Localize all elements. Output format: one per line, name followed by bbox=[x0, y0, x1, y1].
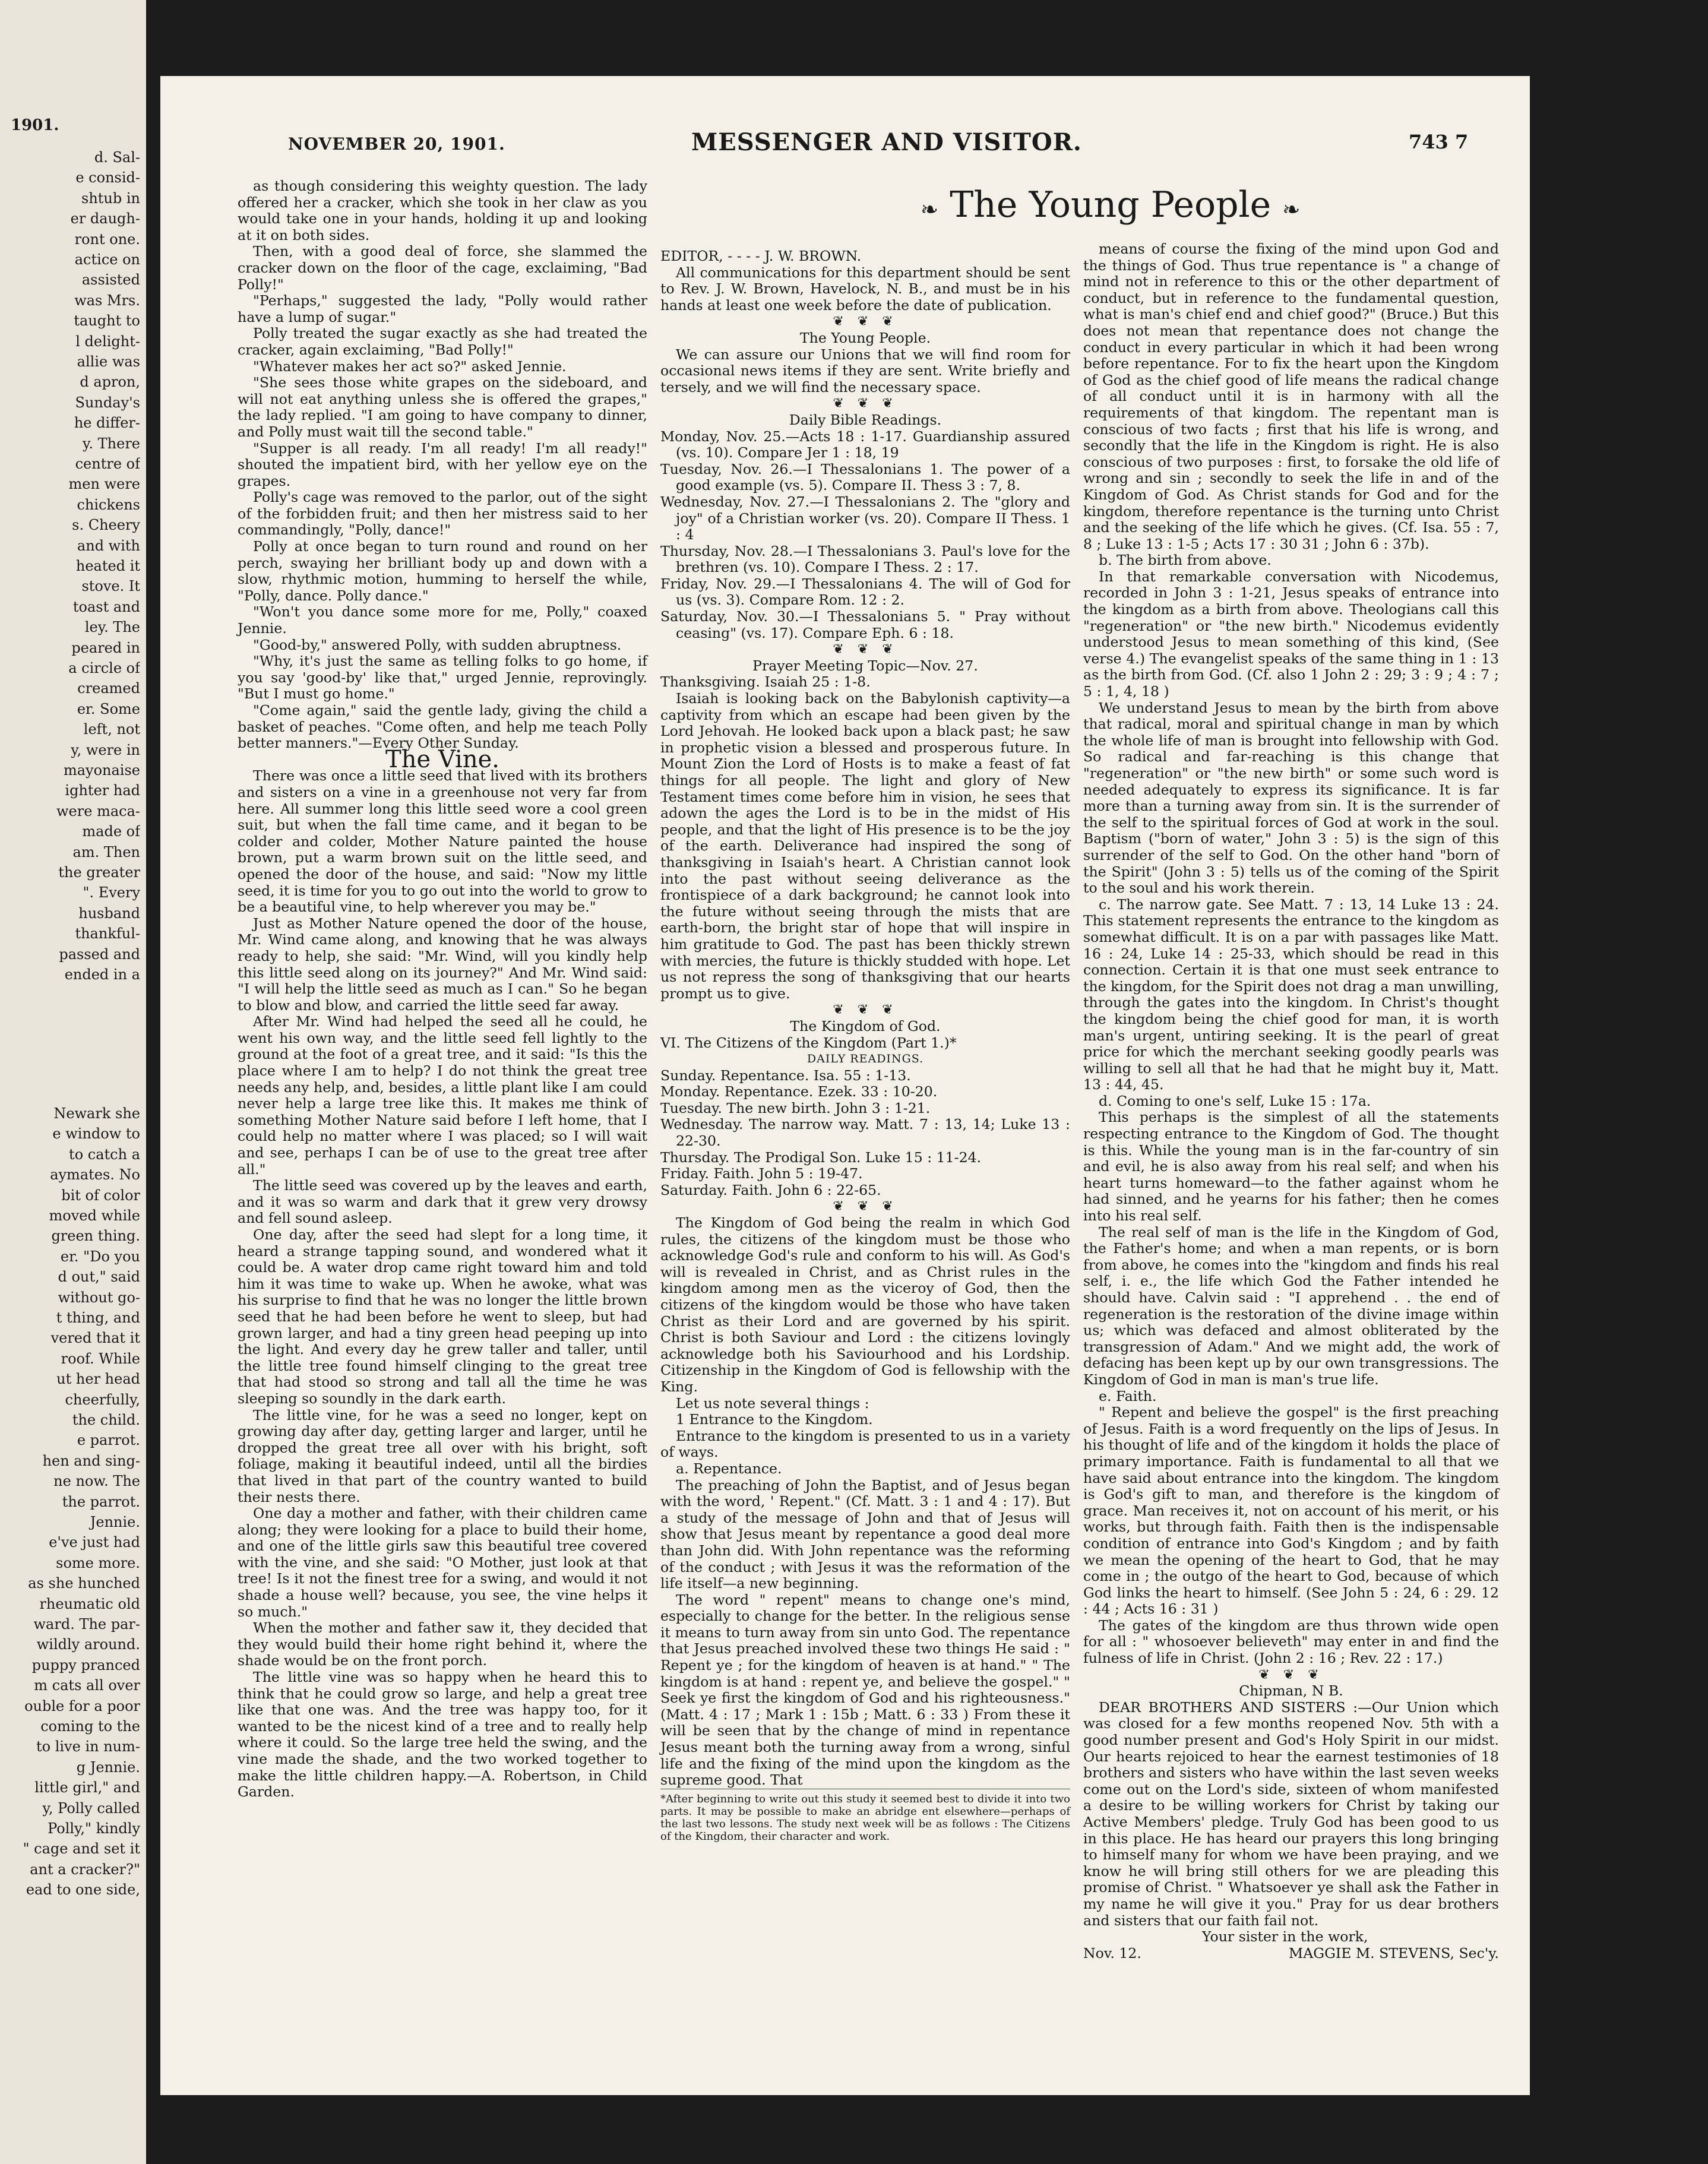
article-paragraph: a. Repentance. bbox=[676, 1460, 782, 1477]
reading-item: Friday, Nov. 29.—I Thessalonians 4. The will of God for us (vs. 3). Compare Rom. 12 : 2. bbox=[660, 575, 1070, 609]
adjacent-page-strip bbox=[0, 0, 146, 2164]
adjacent-page-fragment: toast and bbox=[72, 598, 140, 615]
article-paragraph: e. Faith. bbox=[1099, 1387, 1157, 1404]
adjacent-page-fragment: vered that it bbox=[50, 1330, 140, 1347]
adjacent-page-fragment: d. Sal- bbox=[94, 149, 140, 166]
kingdom-article-continued bbox=[1083, 241, 1499, 1667]
adjacent-page-fragment: puppy pranced bbox=[31, 1656, 140, 1673]
adjacent-page-fragment: thankful- bbox=[75, 925, 140, 942]
vine-title: The Vine. bbox=[385, 745, 499, 773]
adjacent-page-fragment: taught to bbox=[74, 312, 140, 330]
adjacent-page-fragment: er. Some bbox=[77, 700, 140, 717]
adjacent-page-fragment: ward. The par- bbox=[33, 1616, 140, 1633]
adjacent-page-fragment: were maca- bbox=[56, 802, 140, 820]
story-paragraph: Then, with a good deal of force, she slammed the cracker down on the floor of the cage, exclaiming, "Bad Polly!" bbox=[238, 243, 647, 293]
story-paragraph: One day a mother and father, with their children came along; they were looking for a place to build their home, and one of the little girls saw this beautiful tree covered with the vine, and she said: "O Mother, just look at that tree! Is it not the finest tree for a swing, and would it not shade a house well? because, you see, the vine helps it so much." bbox=[238, 1505, 647, 1620]
adjacent-page-fragment: ead to one side, bbox=[26, 1881, 140, 1899]
section-title-text: The Young People bbox=[950, 184, 1271, 226]
adjacent-page-fragment: cheerfully, bbox=[65, 1391, 140, 1408]
adjacent-page-fragment: peared in bbox=[71, 639, 140, 656]
adjacent-page-fragment: heated it bbox=[75, 558, 140, 574]
daily-readings-heading: Daily Bible Readings. bbox=[789, 411, 942, 428]
article-paragraph: The preaching of John the Baptist, and of Jesus began with the word, ' Repent." (Cf. Matt. 3 : 1 and 4 : 17). But a study of the message of John and that of Jesus will show that Jesus meant by repentance a good deal more than John did. With John repentance was the reforming of the conduct ; with Jesus it was the reformation of the life itself—a new beginning. bbox=[660, 1476, 1070, 1592]
adjacent-page-fragment: without go- bbox=[58, 1289, 140, 1306]
article-paragraph: c. The narrow gate. See Matt. 7 : 13, 14 Luke 13 : 24. This statement represents the entrance to the kingdom as somewhat difficult. It is on a par with passages like Matt. 16 : 24, Luke 14 : 25-33, which should be read in this connection. Certain it is that one must seek entrance to the kingdom, for the Spirit does not drag a man unwilling, through the gates into the kingdom. In Christ's thought the kingdom being the chief good for man, it is worth man's urgent, untiring seeking. It is the pearl of great price for which the merchant seeking goodly pearls was willing to sell all that he had that he might buy it, Matt. 13 : 44, 45. bbox=[1083, 896, 1499, 1093]
adjacent-page-fragment: Sunday's bbox=[75, 394, 140, 411]
article-paragraph: We understand Jesus to mean by the birth from above that radical, moral and spiritual change in man by which the whole life of man is brought into fellowship with God. So radical and far-reaching is this change that "regeneration" or "the new birth" or some such word is needed adequately to express its significance. It is far more than a turning away from sin. It is the surrender of the self to the spiritual forces of God at work in the soul. Baptism ("born of water," John 3 : 5) is the sign of this surrender of the self to God. On the other hand "born of the Spirit" (John 3 : 5) tells us of the coming of the Spirit to the soul and his work therein. bbox=[1083, 699, 1499, 897]
adjacent-page-fragment: to catch a bbox=[69, 1146, 140, 1163]
article-paragraph: The real self of man is the life in the Kingdom of God, the Father's home; and when a man repents, or is born from above, he comes into the "kingdom and finds his real self, i. e., the life which God the Father intended he should have. Calvin said : "I apprehend . . the end of regeneration is the restoration of the divine image within us; which was defaced and almost obliterated by the transgression of Adam." And we might add, the work of defacing has been kept up by our own transgressions. The Kingdom of God in man is man's true life. bbox=[1083, 1223, 1500, 1388]
leaf-ornament-icon: ❧ bbox=[1282, 198, 1301, 222]
adjacent-page-fragment: y. There bbox=[83, 435, 140, 452]
reading-item: Thursday. The Prodigal Son. Luke 15 : 11-24. bbox=[660, 1149, 982, 1166]
masthead-title: MESSENGER AND VISITOR. bbox=[691, 128, 1082, 156]
article-paragraph: means of course the fixing of the mind upon God and the things of God. Thus true repentance is " a change of mind not in reference to this or the other department of conduct, but in reference to the fundamental question, what is man's chief end and chief good?" (Bruce.) But this does not mean that repentance does not change the conduct in every particular in which it had been wrong before repentance. For to fix the heart upon the Kingdom of God as the chief good of life means the radical change of all conduct until it is in harmony with all the requirements of that kingdom. The repentant man is conscious of two facts ; first that his life is wrong, and secondly that the life in the Kingdom is right. He is also conscious of two purposes : first, to forsake the old life of wrong and sin ; secondly to seek the life in and of the Kingdom of God. As Christ stands for God and for the kingdom, therefore repentance is the turning unto Christ and the seeking of the life which he gives. (Cf. Isa. 55 : 7, 8 ; Luke 13 : 1-5 ; Acts 17 : 30 31 ; John 6 : 37b). bbox=[1083, 241, 1499, 552]
story-paragraph: The little vine was so happy when he heard this to think that he could grow so large, and help a great tree like that one was. And the tree was happy too, for it wanted to be the nicest kind of a tree and to really help where it could. So the large tree held the swing, and the vine made the shade, and the two worked together to make the little children happy.—A. Robertson, in Child Garden. bbox=[238, 1669, 647, 1801]
article-paragraph: The Kingdom of God being the realm in which God rules, the citizens of the kingdom must be those who acknowledge God's rule and conform to his will. As God's will is revealed in Christ, and as Christ rules in the kingdom among men as the viceroy of God, then the citizens of the kingdom would be those who have taken Christ as their Lord and are governed by his spirit. Christ is both Saviour and Lord : the citizens lovingly acknowledge both his Saviourhood and his Lordship. Citizenship in the Kingdom of God is fellowship with the King. bbox=[660, 1214, 1070, 1395]
adjacent-page-fragment: er daugh- bbox=[70, 210, 140, 227]
reading-item: Saturday. Faith. John 6 : 22-65. bbox=[660, 1181, 881, 1198]
story-paragraph: The little seed was covered up by the leaves and earth, and it was so warm and dark that it grew very drowsy and fell sound asleep. bbox=[238, 1177, 647, 1227]
vine-story bbox=[238, 768, 647, 1800]
editor-line: EDITOR, - - - - J. W. BROWN. bbox=[660, 248, 862, 264]
adjacent-page-fragment: y, Polly called bbox=[42, 1799, 140, 1817]
yp-heading: The Young People. bbox=[799, 329, 931, 346]
story-paragraph: One day, after the seed had slept for a long time, it heard a strange tapping sound, and wondered what it could be. A water drop came right toward him and told him it was time to wake up. When he awoke, what was his surprise to find that he was no longer the little brown seed that he had been before he went to sleep, but had grown larger, and had a tiny green head peeping up into the light. And every day he grew taller and taller, until the little tree found himself clinging to the great tree that had stood so strong and tall all the time he was sleeping so soundly in the dark earth. bbox=[238, 1226, 647, 1407]
story-paragraph: "Won't you dance some more for me, Polly," coaxed Jennie. bbox=[238, 603, 647, 637]
article-paragraph: This perhaps is the simplest of all the statements respecting entrance to the Kingdom of God. The thought is this. While the young man is in the far-country of sin and evil, he is also away from his real self; and when his heart turns homeward—to the father against whom he had sinned, and he yearns for his father; then he comes into his real self. bbox=[1083, 1109, 1499, 1225]
section-ornament: ❦ ❦ ❦ bbox=[833, 1199, 898, 1214]
story-paragraph: Just as Mother Nature opened the door of the house, Mr. Wind came along, and knowing that he was always ready to help, she said: "Mr. Wind, will you kindly help this little seed along on its journey?" And Mr. Wind said: "I will help the little seed as much as I can." So he began to blow and blow, and carried the little seed far away. bbox=[238, 915, 647, 1014]
adjacent-page-fragment: green thing. bbox=[51, 1227, 140, 1245]
adjacent-page-fragment: coming to the bbox=[40, 1718, 140, 1735]
adjacent-page-fragment: the parrot. bbox=[62, 1493, 140, 1510]
adjacent-page-fragment: e've just had bbox=[49, 1534, 140, 1551]
adjacent-page-fragment: er. "Do you bbox=[60, 1248, 140, 1265]
letter-date: Nov. 12. bbox=[1083, 1944, 1141, 1961]
reading-item: Friday. Faith. John 5 : 19-47. bbox=[660, 1165, 863, 1182]
footnote: *After beginning to write out this study it seemed best to divide it into two parts. It may be possible to make an abridge ent elsewhere—perhaps of the last two lessons. The study next week will be as follows : The Citizens of the Kingdom, their character and work. bbox=[660, 1789, 1070, 1843]
prayer-subheading: Thanksgiving. Isaiah 25 : 1-8. bbox=[660, 673, 871, 691]
adjacent-page-fragment: some more. bbox=[56, 1554, 140, 1571]
kingdom-article bbox=[660, 1215, 1070, 1789]
article-paragraph: In that remarkable conversation with Nicodemus, recorded in John 3 : 1-21, Jesus speaks of entrance into the kingdom as a birth from above. Theologians call this "regeneration" or "the new birth." Nicodemus evidently understood Jesus to mean something of this kind, (See verse 4.) The evangelist speaks of the same thing in 1 : 13 as the birth from God. (Cf. also 1 John 2 : 29; 3 : 9 ; 4 : 7 ; 5 : 1, 4, 18 ) bbox=[1083, 568, 1499, 700]
prayer-heading: Prayer Meeting Topic—Nov. 27. bbox=[752, 657, 978, 674]
section-ornament: ❦ ❦ ❦ bbox=[833, 1002, 898, 1018]
adjacent-page-fragment: aymates. No bbox=[50, 1166, 140, 1184]
chipman-letter: DEAR BROTHERS AND SISTERS :—Our Union which was closed for a few months reopened Nov. 5th with a good number present and God's Holy Spirit in our midst. Our hearts rejoiced to hear the earnest testimonies of 18 brothers and sisters who have within the last seven weeks come out on the Lord's side, sixteen of whom manifested a desire to be willing workers for Christ by taking our Active Members' pledge. Truly God has been good to us in this place. He has heard our prayers this long bringing to himself many for whom we have been praying, and we know he will bring still others for we are pleading this promise of Christ. " Whatsoever ye shall ask the Father in my name he will give it you." Pray for us dear brothers and sisters that our faith fail not. bbox=[1083, 1698, 1499, 1929]
reading-item: Wednesday, Nov. 27.—I Thessalonians 2. The "glory and joy" of a Christian worker (vs. 20). Compare II Thess. 1 : 4 bbox=[660, 493, 1070, 543]
adjacent-page-fragment: chickens bbox=[77, 496, 140, 513]
reading-item: Sunday. Repentance. Isa. 55 : 1-13. bbox=[660, 1067, 911, 1084]
adjacent-page-fragment: mayonaise bbox=[63, 762, 140, 779]
section-ornament: ❦ ❦ ❦ bbox=[833, 314, 898, 330]
section-title bbox=[921, 184, 1300, 226]
adjacent-page-fragment: y, were in bbox=[71, 741, 140, 758]
reading-item: Wednesday. The narrow way. Matt. 7 : 13, 14; Luke 13 : 22-30. bbox=[660, 1116, 1070, 1150]
story-paragraph: The little vine, for he was a seed no longer, kept on growing day after day, getting larger and larger, until he dropped the great tree all over with his bright, soft foliage, making it beautiful indeed, until all the birdies that lived in that part of the country wanted to build their nests there. bbox=[238, 1406, 647, 1505]
adjacent-page-fragment: ne now. The bbox=[53, 1473, 140, 1490]
article-paragraph: 1 Entrance to the Kingdom. bbox=[676, 1411, 873, 1428]
adjacent-page-fragment: ront one. bbox=[74, 230, 140, 248]
kingdom-daily-label: DAILY READINGS. bbox=[806, 1052, 924, 1066]
adjacent-page-fragment: hen and sing- bbox=[42, 1452, 140, 1469]
reading-item: Saturday, Nov. 30.—I Thessalonians 5. " Pray without ceasing" (vs. 17). Compare Eph. 6 : 18. bbox=[660, 608, 1070, 641]
kingdom-heading: The Kingdom of God. bbox=[790, 1017, 941, 1034]
adjacent-page-fragment: husband bbox=[78, 904, 140, 922]
page-number: 743 7 bbox=[1409, 131, 1469, 153]
column-middle bbox=[660, 248, 1070, 1843]
yp-text: We can assure our Unions that we will find room for occasional news items if they are sent. Write briefly and tersely, and we will find the necessary space. bbox=[660, 346, 1070, 396]
adjacent-page-fragment: ouble for a poor bbox=[24, 1697, 140, 1714]
adjacent-page-fragment: Newark she bbox=[53, 1105, 140, 1122]
daily-readings-list bbox=[660, 429, 1070, 642]
adjacent-page-fragment: d out," said bbox=[58, 1268, 140, 1286]
adjacent-page-fragment: e window to bbox=[52, 1125, 140, 1143]
prayer-text: Isaiah is looking back on the Babylonish captivity—a captivity from which an escape had been given by the Lord Jehovah. He looked back upon a black past; he saw in prophetic vision a blessed and prosperous future. In Mount Zion the Lord of Hosts is to make a feast of fat things for all people. The light and glory of New Testament times come before him in vision, he sees that adown the ages the Lord is to be in the midst of His people, and that the light of His presence is to be the joy of the earth. Deliverance had inspired the song of thanksgiving in Isaiah's heart. A Christian cannot look into the past without seeing deliverance as the frontispiece of a dark background; he cannot look into the future without seeing through the mists that are earth-born, the bright star of hope that will inspire in him gratitude to God. The past has been thickly strewn with mercies, the future is thickly studded with hope. Let us not repress the song of thanksgiving that our hearts prompt us to give. bbox=[660, 690, 1070, 1002]
adjacent-page-fragment: rheumatic old bbox=[39, 1595, 140, 1612]
adjacent-page-fragment: centre of bbox=[75, 455, 140, 472]
letter-date-signature bbox=[1083, 1945, 1499, 1962]
adjacent-page-year: 1901. bbox=[11, 116, 59, 134]
adjacent-page-fragment: was Mrs. bbox=[74, 292, 140, 309]
article-paragraph: Entrance to the kingdom is presented to us in a variety of ways. bbox=[660, 1427, 1070, 1461]
story-paragraph: "Perhaps," suggested the lady, "Polly would rather have a lump of sugar." bbox=[238, 292, 647, 325]
signature: MAGGIE M. STEVENS, Sec'y. bbox=[1289, 1944, 1499, 1961]
adjacent-page-fragment: e consid- bbox=[75, 169, 140, 186]
reading-item: Monday. Repentance. Ezek. 33 : 10-20. bbox=[660, 1083, 938, 1100]
column-right bbox=[1083, 241, 1499, 1961]
adjacent-page-fragment: as she hunched bbox=[28, 1575, 140, 1592]
kingdom-subheading: VI. The Citizens of the Kingdom (Part 1.)* bbox=[660, 1034, 957, 1051]
adjacent-page-fragment: passed and bbox=[59, 945, 140, 963]
newspaper-page bbox=[160, 76, 1530, 2095]
story-paragraph: "Come again," said the gentle lady, giving the child a basket of peaches. "Come often, and help me teach Polly better manners."—Every Other Sunday. bbox=[238, 702, 647, 752]
adjacent-page-fragment: wildly around. bbox=[36, 1636, 140, 1653]
closing-line: Your sister in the work, bbox=[1202, 1928, 1368, 1945]
chipman-heading: Chipman, N B. bbox=[1239, 1682, 1343, 1700]
story-paragraph: "Supper is all ready. I'm all ready! I'm all ready!" shouted the impatient bird, with her yellow eye on the grapes. bbox=[238, 439, 647, 489]
adjacent-page-fragment: e parrot. bbox=[77, 1432, 140, 1449]
adjacent-page-fragment: Jennie. bbox=[90, 1514, 140, 1530]
reading-item: Monday, Nov. 25.—Acts 18 : 1-17. Guardianship assured (vs. 10). Compare Jer 1 : 18, 19 bbox=[660, 428, 1070, 461]
adjacent-page-fragment: a circle of bbox=[68, 660, 140, 676]
section-ornament: ❦ ❦ ❦ bbox=[833, 396, 898, 412]
intro-text: All communications for this department should be sent to Rev. J. W. Brown, Havelock, N. B., and must be in his hands at least one week before the date of publication. bbox=[660, 264, 1070, 314]
article-paragraph: The gates of the kingdom are thus thrown wide open for all : " whosoever believeth" may enter in and find the fulness of life in Christ. (John 2 : 16 ; Rev. 22 : 17.) bbox=[1083, 1616, 1499, 1667]
adjacent-page-fragment: creamed bbox=[77, 680, 140, 697]
adjacent-page-fragment: men were bbox=[68, 476, 140, 493]
adjacent-page-fragment: ighter had bbox=[65, 782, 140, 799]
story-paragraph: When the mother and father saw it, they decided that they would build their home right behind it, where the shade would be on the front porch. bbox=[238, 1619, 647, 1669]
article-paragraph: " Repent and believe the gospel" is the first preaching of Jesus. Faith is a word frequently on the lips of Jesus. In his thought of life and of the kingdom it holds the place of primary importance. Faith is fundamental to all that we have said about entrance into the kingdom. The kingdom is God's gift to man, and therefore is the kingdom of grace. Man receives it, not on account of his merit, or his works, but through faith. Faith then is the indispensable condition of entrance into God's Kingdom ; and by faith we mean the opening of the heart to God, that he may come in ; the outgo of the heart to God, because of which God links the heart to himself. (See John 5 : 24, 6 : 29. 12 : 44 ; Acts 16 : 31 ) bbox=[1083, 1404, 1499, 1618]
story-paragraph: After Mr. Wind had helped the seed all he could, he went his own way, and the little seed fell lightly to the ground at the foot of a great tree, and it said: "Is this the place where I am to help? I do not think the great tree needs any help, and, besides, a little plant like I am could never help a large tree like this. It makes me think of something Mother Nature said before I left home, that I could help no matter where I was placed; so I will wait and see, perhaps I can be of use to the great tree after all." bbox=[238, 1013, 647, 1178]
adjacent-page-fragment: stove. It bbox=[81, 578, 140, 595]
reading-item: Tuesday, Nov. 26.—I Thessalonians 1. The power of a good example (vs. 5). Compare II. Thess 3 : 7, 8. bbox=[660, 460, 1070, 494]
adjacent-page-fragment: g Jennie. bbox=[76, 1758, 140, 1776]
adjacent-page-fragment: and with bbox=[77, 537, 140, 554]
adjacent-page-fragment: to live in num- bbox=[36, 1738, 140, 1755]
article-paragraph: The word " repent" means to change one's mind, especially to change for the better. In the religious sense it means to turn away from sin unto God. The repentance that Jesus preached involved these two things He said : " Repent ye ; for the kingdom of heaven is at hand." " The kingdom is at hand : repent ye, and believe the gospel." " Seek ye first the kingdom of God and his righteousness." (Matt. 4 : 17 ; Mark 1 : 15b ; Matt. 6 : 33 ) From these it will be seen that by the change of mind in repentance Jesus meant both the turning away from a wrong, sinful life and the fixing of the mind upon the kingdom as the supreme good. That bbox=[660, 1591, 1070, 1789]
adjacent-page-fragment: moved while bbox=[49, 1207, 140, 1224]
article-paragraph: d. Coming to one's self, Luke 15 : 17a. bbox=[1099, 1092, 1371, 1109]
adjacent-page-fragment: l delight- bbox=[75, 333, 140, 350]
adjacent-page-fragment: ant a cracker?" bbox=[30, 1861, 140, 1878]
article-paragraph: b. The birth from above. bbox=[1099, 552, 1271, 569]
adjacent-page-fragment: the child. bbox=[72, 1412, 140, 1428]
adjacent-page-fragment: ". Every bbox=[83, 884, 140, 901]
story-paragraph: Polly treated the sugar exactly as she had treated the cracker, again exclaiming, "Bad Polly!" bbox=[238, 325, 647, 358]
adjacent-page-fragment: shtub in bbox=[81, 189, 140, 207]
story-paragraph: as though considering this weighty question. The lady offered her a cracker, which she took in her claw as you would take one in your hands, holding it up and looking at it on both sides. bbox=[238, 178, 647, 243]
parrot-story bbox=[238, 178, 647, 752]
reading-item: Thursday, Nov. 28.—I Thessalonians 3. Paul's love for the brethren (vs. 10). Compare I Thess. 2 : 17. bbox=[660, 542, 1070, 576]
adjacent-page-fragment: " cage and set it bbox=[23, 1840, 140, 1858]
kingdom-readings-list bbox=[660, 1068, 1070, 1199]
leaf-ornament-icon: ❧ bbox=[921, 198, 939, 222]
adjacent-page-fragment: allie was bbox=[77, 353, 140, 370]
adjacent-page-fragment: the greater bbox=[58, 864, 140, 881]
adjacent-page-fragment: left, not bbox=[83, 721, 140, 738]
story-paragraph: Polly at once began to turn round and round on her perch, swaying her brilliant body up and down with a slow, rhythmic motion, humming to herself the while, "Polly, dance. Polly dance." bbox=[238, 538, 647, 604]
adjacent-page-fragment: m cats all over bbox=[34, 1677, 140, 1694]
adjacent-page-fragment: s. Cheery bbox=[72, 517, 140, 534]
adjacent-page-fragment: roof. While bbox=[61, 1350, 140, 1367]
adjacent-page-fragment: am. Then bbox=[72, 843, 140, 860]
adjacent-page-fragment: ended in a bbox=[64, 966, 140, 983]
story-paragraph: "Why, it's just the same as telling folks to go home, if you say 'good-by' like that," urged Jennie, reprovingly. "But I must go home." bbox=[238, 653, 647, 703]
adjacent-page-fragment: assisted bbox=[81, 271, 140, 289]
adjacent-page-fragment: he differ- bbox=[74, 415, 140, 432]
adjacent-page-fragment: ley. The bbox=[84, 619, 140, 636]
issue-date: NOVEMBER 20, 1901. bbox=[288, 134, 505, 154]
article-paragraph: Let us note several things : bbox=[676, 1394, 869, 1412]
story-paragraph: Polly's cage was removed to the parlor, out of the sight of the forbidden fruit; and then her mistress said to her commandingly, "Polly, dance!" bbox=[238, 489, 647, 539]
adjacent-page-fragment: ut her head bbox=[56, 1371, 140, 1388]
column-left bbox=[238, 178, 647, 1801]
section-ornament: ❦ ❦ ❦ bbox=[1258, 1667, 1324, 1682]
story-paragraph: "Good-by," answered Polly, with sudden abruptness. bbox=[253, 636, 622, 653]
adjacent-page-fragment: little girl," and bbox=[34, 1779, 140, 1796]
adjacent-page-fragment: d apron, bbox=[80, 374, 140, 391]
reading-item: Tuesday. The new birth. John 3 : 1-21. bbox=[660, 1099, 931, 1116]
section-ornament: ❦ ❦ ❦ bbox=[833, 642, 898, 657]
adjacent-page-fragment: t thing, and bbox=[56, 1309, 140, 1326]
story-paragraph: "She sees those white grapes on the sideboard, and will not eat anything unless she is offered the grapes," the lady replied. "I am going to have company to dinner, and Polly must wait till the second table." bbox=[238, 374, 647, 440]
adjacent-page-fragment: actice on bbox=[74, 251, 140, 268]
adjacent-page-fragment: bit of color bbox=[61, 1187, 140, 1204]
story-paragraph: There was once a little seed that lived with its brothers and sisters on a vine in a greenhouse not very far from here. All summer long this little seed wore a cool green suit, but when the fall time came, and it began to be colder and colder, Mother Nature painted the house brown, put a warm brown suit on the little seed, and opened the door of the house, and said: "Now my little seed, it is time for you to go out into the world to grow to be a beautiful vine, to help wherever you may be." bbox=[238, 767, 647, 916]
adjacent-page-fragment: made of bbox=[82, 823, 140, 840]
adjacent-page-fragment: Polly," kindly bbox=[48, 1820, 140, 1837]
story-paragraph: "Whatever makes her act so?" asked Jennie. bbox=[253, 357, 567, 375]
